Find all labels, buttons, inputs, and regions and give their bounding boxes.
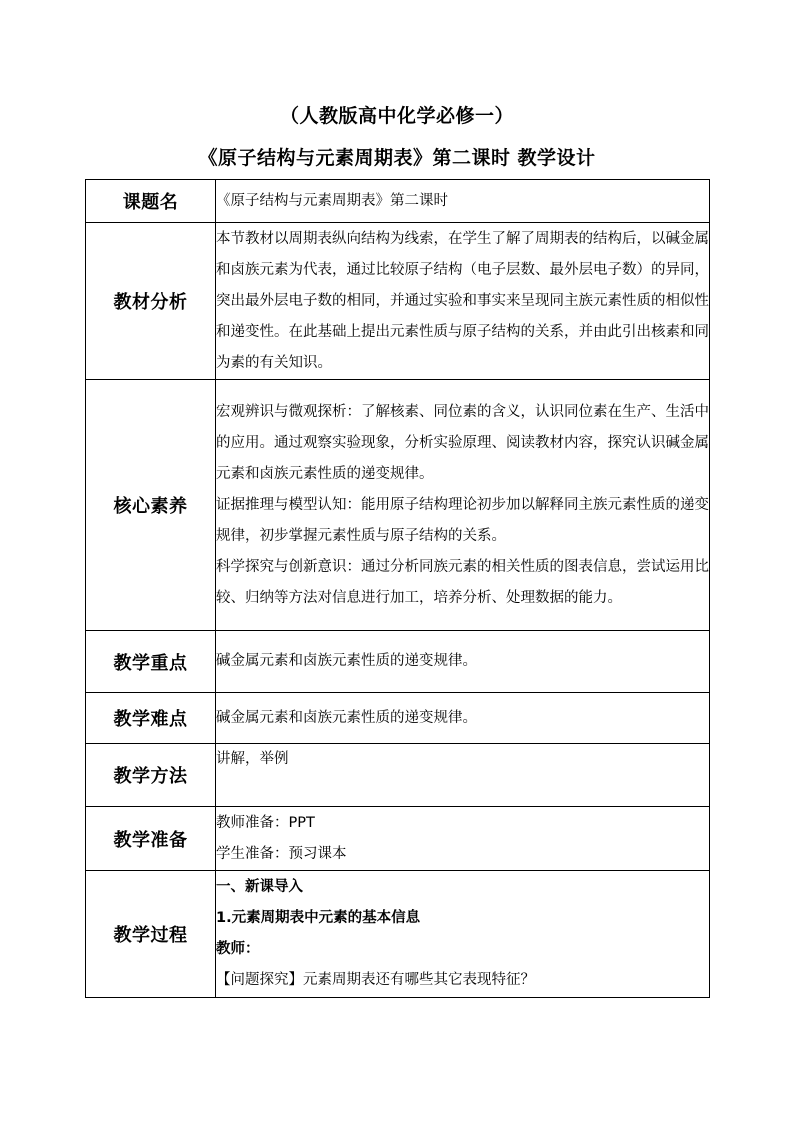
preparation-student: 学生准备：预习课本: [216, 845, 347, 862]
document-subtitle: （人教版高中化学必修一）: [279, 105, 514, 127]
difficulties-value: 碱金属元素和卤族元素性质的递变规律。: [216, 693, 710, 744]
document-title: 《原子结构与元素周期表》第二课时 教学设计: [198, 147, 596, 169]
topic-value: 《原子结构与元素周期表》第二课时: [216, 180, 710, 223]
methods-label: 教学方法: [86, 744, 216, 807]
methods-value: 讲解，举例: [216, 744, 710, 807]
key-points-value: 碱金属元素和卤族元素性质的递变规律。: [216, 631, 710, 693]
process-subsection-heading: 1.元素周期表中元素的基本信息: [216, 910, 421, 926]
process-question: 【问题探究】元素周期表还有哪些其它表现特征？: [216, 972, 535, 988]
row-methods: [86, 744, 710, 807]
lesson-plan-table: [85, 179, 710, 998]
literacy-paragraph-2: 证据推理与模型认知：能用原子结构理论初步加以解释同主族元素性质的递变规律，初步掌握元素性质与原子结构的关系。: [216, 496, 709, 544]
preparation-teacher: 教师准备：PPT: [216, 814, 315, 831]
row-analysis: [86, 223, 710, 380]
row-difficulties: [86, 693, 710, 744]
key-points-label: 教学重点: [86, 631, 216, 693]
preparation-label: 教学准备: [86, 807, 216, 871]
process-teacher-label: 教师：: [216, 941, 260, 957]
literacy-paragraph-3: 科学探究与创新意识：通过分析同族元素的相关性质的图表信息，尝试运用比较、归纳等方法对信息进行加工，培养分析、处理数据的能力。: [216, 558, 709, 606]
row-key-points: [86, 631, 710, 693]
topic-label: 课题名: [86, 180, 216, 223]
row-preparation: [86, 807, 710, 871]
process-value: [216, 871, 710, 998]
row-literacy: [86, 380, 710, 631]
difficulties-label: 教学难点: [86, 693, 216, 744]
process-label: 教学过程: [86, 871, 216, 998]
literacy-value: [216, 380, 710, 631]
analysis-label: 教材分析: [86, 223, 216, 380]
preparation-value: [216, 807, 710, 871]
analysis-value: 本节教材以周期表纵向结构为线索，在学生了解了周期表的结构后，以碱金属和卤族元素为代表，通过比较原子结构（电子层数、最外层电子数）的异同，突出最外层电子数的相同，并通过实验和事实来呈现同主族元素性质的相似性和递变性。在此基础上提出元素性质与原子结构的关系，并由此引出核素和同为素的有关知识。: [216, 223, 710, 380]
literacy-paragraph-1: 宏观辨识与微观探析：了解核素、同位素的含义，认识同位素在生产、生活中的应用。通过观察实验现象，分析实验原理、阅读教材内容，探究认识碱金属元素和卤族元素性质的递变规律。: [216, 403, 709, 482]
row-topic: [86, 180, 710, 223]
literacy-label: 核心素养: [86, 380, 216, 631]
row-process: [86, 871, 710, 998]
process-section-heading: 一、新课导入: [216, 879, 303, 895]
